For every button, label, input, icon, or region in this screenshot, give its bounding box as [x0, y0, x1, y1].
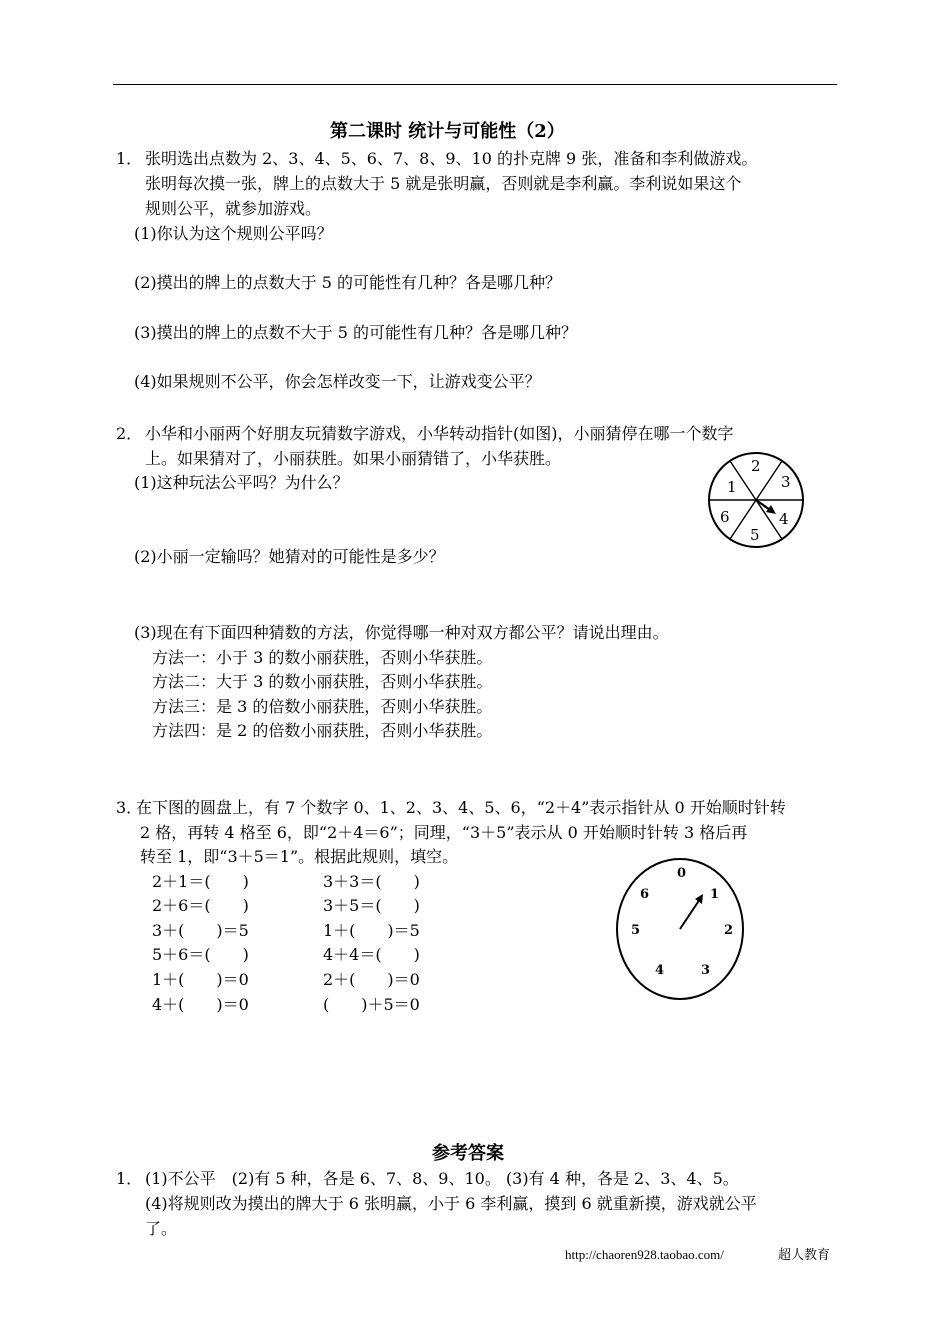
dial-label-1: 1	[710, 887, 720, 902]
footer-brand: 超人教育	[778, 1247, 831, 1262]
q3-left-5: 1＋( )＝0	[152, 970, 249, 989]
spinner-label-6: 6	[720, 508, 730, 526]
q1-number: 1．	[116, 149, 143, 168]
answers-heading: 参考答案	[432, 1143, 504, 1164]
spinner-label-2: 2	[751, 457, 761, 475]
spinner-label-3: 3	[781, 473, 791, 491]
q1-line-3: 规则公平，就参加游戏。	[145, 199, 322, 218]
q1-line-2: 张明每次摸一张，牌上的点数大于 5 就是张明赢，否则就是李利赢。李利说如果这个	[145, 174, 742, 193]
dial-label-2: 2	[724, 923, 734, 938]
dial-label-0: 0	[677, 866, 687, 881]
q2-method-2: 方法二：大于 3 的数小丽获胜，否则小华获胜。	[152, 672, 493, 691]
q2-method-4: 方法四：是 2 的倍数小丽获胜，否则小华获胜。	[152, 721, 493, 740]
q3-line-1: 在下图的圆盘上，有 7 个数字 0、1、2、3、4、5、6，“2＋4”表示指针从 0 开始顺时针转	[136, 798, 786, 817]
q2-sub-3: (3)现在有下面四种猜数的方法，你觉得哪一种对双方都公平？请说出理由。	[134, 623, 669, 642]
q3-right-1: 3＋3＝( )	[323, 872, 420, 891]
q2-method-1: 方法一：小于 3 的数小丽获胜，否则小华获胜。	[152, 648, 493, 667]
page-title: 第二课时 统计与可能性（2）	[330, 121, 565, 142]
q3-right-5: 2＋( )＝0	[323, 970, 420, 989]
q3-left-4: 5＋6＝( )	[152, 945, 249, 964]
q3-left-1: 2＋1＝( )	[152, 872, 249, 891]
q1-sub-3: (3)摸出的牌上的点数不大于 5 的可能性有几种？各是哪几种？	[134, 323, 578, 342]
q2-line-2: 上。如果猜对了，小丽获胜。如果小丽猜错了，小华获胜。	[145, 449, 562, 468]
q3-right-3: 1＋( )＝5	[323, 921, 420, 940]
header-rule	[113, 84, 837, 85]
q1-sub-1: (1)你认为这个规则公平吗？	[134, 224, 333, 243]
q1-sub-2: (2)摸出的牌上的点数大于 5 的可能性有几种？各是哪几种？	[134, 273, 562, 292]
q1-sub-4: (4)如果规则不公平，你会怎样改变一下，让游戏变公平？	[134, 372, 541, 391]
q3-line-3: 转至 1，即“3＋5＝1”。根据此规则，填空。	[140, 847, 459, 866]
spinner-label-5: 5	[750, 526, 760, 544]
q3-left-3: 3＋( )＝5	[152, 921, 249, 940]
dial-label-4: 4	[655, 963, 665, 978]
q3-line-2: 2 格，再转 4 格至 6，即“2＋4＝6”；同理，“3＋5”表示从 0 开始顺时针转 3 格后再	[140, 823, 748, 842]
q3-left-6: 4＋( )＝0	[152, 995, 249, 1014]
footer-url[interactable]: http://chaoren928.taobao.com/	[565, 1247, 724, 1262]
q3-right-4: 4＋4＝( )	[323, 945, 420, 964]
q1-line-1: 张明选出点数为 2、3、4、5、6、7、8、9、10 的扑克牌 9 张，准备和李利做游戏。	[145, 149, 758, 168]
answer-line-1: (1)不公平 (2)有 5 种，各是 6、7、8、9、10。 (3)有 4 种，各是 2、3、4、5。	[145, 1169, 739, 1188]
q3-right-6: ( )＋5＝0	[323, 995, 420, 1014]
q2-sub-2: (2)小丽一定输吗？她猜对的可能性是多少？	[134, 547, 445, 566]
spinner-label-1: 1	[727, 478, 737, 496]
q2-sub-1: (1)这种玩法公平吗？为什么？	[134, 473, 349, 492]
q2-line-1: 小华和小丽两个好朋友玩猜数字游戏，小华转动指针(如图)，小丽猜停在哪一个数字	[145, 424, 734, 443]
q3-number: 3．	[116, 798, 143, 817]
q2-number: 2．	[116, 424, 143, 443]
q3-right-2: 3＋5＝( )	[323, 896, 420, 915]
answer-line-2: (4)将规则改为摸出的牌大于 6 张明赢，小于 6 李利赢，摸到 6 就重新摸，游戏就公平	[145, 1194, 757, 1213]
spinner-figure	[703, 450, 815, 552]
spinner-label-4: 4	[779, 510, 789, 528]
dial-label-3: 3	[701, 963, 711, 978]
answer-number: 1．	[116, 1169, 143, 1188]
dial-label-5: 5	[631, 923, 641, 938]
q2-method-3: 方法三：是 3 的倍数小丽获胜，否则小华获胜。	[152, 697, 493, 716]
dial-label-6: 6	[640, 887, 650, 902]
q3-left-2: 2＋6＝( )	[152, 896, 249, 915]
answer-line-3: 了。	[145, 1219, 178, 1238]
dial-figure	[612, 857, 752, 1005]
